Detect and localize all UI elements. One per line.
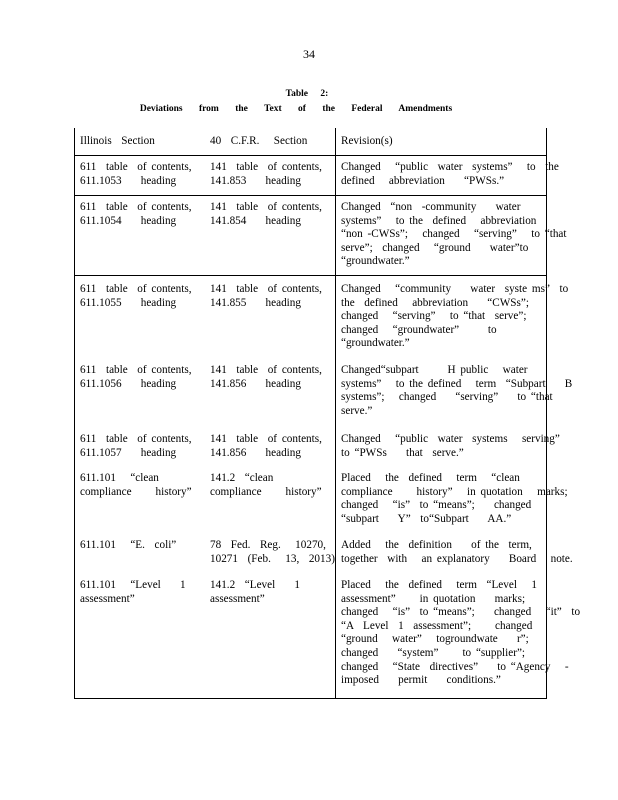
cell-line: 141.856 heading [210,377,301,390]
cfr-section-cell [210,201,322,228]
header-divider [74,155,547,156]
cell-line: serve.” [341,404,373,417]
cell-line: 141.2 “Level 1 [210,579,300,591]
column-divider [335,128,336,699]
page-number: 34 [303,47,315,61]
illinois-section-cell [80,201,192,228]
revision-cell [341,579,580,688]
cell-line: serve”; changed “ground water”to [341,241,529,254]
cell-line: changed “serving” to “that serve”; [341,310,527,323]
cell-line: systems” to the defined abbreviation [341,214,537,227]
cell-line: imposed permit conditions.” [341,674,501,687]
cell-line: to “PWSs that serve.” [341,446,464,459]
illinois-section-cell [80,161,192,188]
cell-line: the defined abbreviation “CWSs”; [341,296,529,309]
cell-line: “A Level 1 assessment”; changed [341,619,533,632]
cell-line: assessment” [210,592,265,605]
revision-cell [341,201,567,269]
cell-line: 611 table of contents, [80,364,192,376]
illinois-section-cell [80,472,192,499]
cell-line: 10271 (Feb. 13, 2013) [210,552,335,565]
cell-line: 611.1056 heading [80,377,177,390]
cell-line: Changed “public water systems serving” [341,433,560,445]
cell-line: systems”; changed “serving” to “that [341,391,553,404]
row-divider [74,275,547,276]
cell-line: “groundwater.” [341,337,410,350]
illinois-section-cell [80,579,186,606]
cell-line: 611 table of contents, [80,433,192,445]
revision-cell [341,433,560,460]
cell-line: changed “is” to “means”; changed [341,499,532,512]
revision-cell [341,283,568,351]
table-border-left [74,128,75,699]
revision-cell [341,161,559,188]
cell-line: changed “system” to “supplier”; [341,646,526,659]
cfr-section-cell [210,539,335,566]
cell-line: compliance history” in quotation marks; [341,485,568,498]
cell-line: Placed the defined term “Level 1 [341,579,537,591]
cfr-section-cell [210,161,322,188]
revision-cell [341,539,573,566]
cell-line: Changed “community water syste ms” to [341,283,569,295]
cell-line: assessment” [80,592,135,605]
cell-line: Placed the defined term “clean [341,472,520,484]
illinois-section-cell [80,364,192,391]
cell-line: 141.856 heading [210,446,301,459]
cell-line: 141 table of contents, [210,364,322,376]
cell-line: changed “groundwater” to [341,323,497,336]
cell-line: 611.1053 heading [80,174,177,187]
header-cfr-section: 40 C.F.R. Section [210,135,308,147]
header-revisions: Revision(s) [341,135,393,147]
cell-line: 78 Fed. Reg. 10270, [210,539,326,551]
cell-line: changed “State directives” to “Agency - [341,660,569,673]
cell-line: Changed “public water systems” to the [341,161,559,173]
header-illinois-section: Illinois Section [80,135,155,147]
cell-line: together with an explanatory Board note. [341,552,573,565]
cfr-section-cell [210,472,322,499]
cell-line: 611.1057 heading [80,446,177,459]
cell-line: “subpart Y” to“Subpart AA.” [341,512,512,525]
cell-line: 141 table of contents, [210,283,322,295]
cell-line: systems” to the defined term “Subpart B [341,377,573,390]
revision-cell [341,472,568,526]
cell-line: 611.1055 heading [80,296,177,309]
table-border-bottom [74,698,547,699]
cell-line: defined abbreviation “PWSs.” [341,174,505,187]
cell-line: compliance history” [80,485,192,498]
cell-line: 141.855 heading [210,296,301,309]
cell-line: 611.101 “E. coli” [80,539,177,551]
cell-line: assessment” in quotation marks; [341,592,526,605]
row-divider [74,195,547,196]
cell-line: 141.853 heading [210,174,301,187]
cell-line: “non -CWSs”; changed “serving” to “that [341,228,567,241]
cell-line: 611 table of contents, [80,201,192,213]
cfr-section-cell [210,433,322,460]
illinois-section-cell [80,433,192,460]
cell-line: 141.854 heading [210,214,301,227]
cell-line: 611.101 “clean [80,472,159,484]
cfr-section-cell [210,579,300,606]
cell-line: Changed “non -community water [341,201,521,213]
cell-line: 141 table of contents, [210,433,322,445]
cell-line: 141 table of contents, [210,161,322,173]
cell-line: “groundwater.” [341,255,410,268]
cell-line: 611 table of contents, [80,161,192,173]
cell-line: compliance history” [210,485,322,498]
cell-line: 141 table of contents, [210,201,322,213]
cell-line: “ground water” togroundwate r”; [341,633,529,646]
revision-cell [341,364,572,418]
cell-line: changed “is” to “means”; changed “it” to [341,606,581,619]
cell-line: 611.1054 heading [80,214,177,227]
illinois-section-cell [80,283,192,310]
cell-line: Added the definition of the term, [341,539,532,551]
cfr-section-cell [210,283,322,310]
cell-line: 611 table of contents, [80,283,192,295]
cell-line: Changed“subpart H public water [341,364,528,376]
cell-line: 141.2 “clean [210,472,274,484]
cfr-section-cell [210,364,322,391]
table-subtitle: Deviations from the Text of the Federal Amendments [139,104,453,114]
table-title: Table 2: [285,89,329,99]
illinois-section-cell [80,539,176,553]
cell-line: 611.101 “Level 1 [80,579,186,591]
